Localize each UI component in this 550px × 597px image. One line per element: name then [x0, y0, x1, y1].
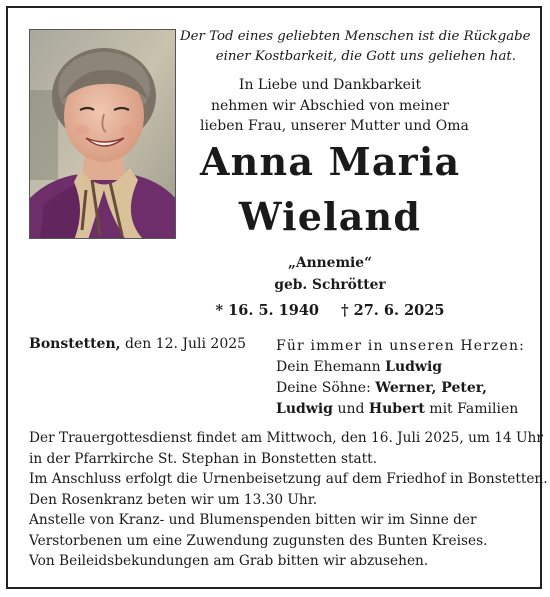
body-line: Anstelle von Kranz- und Blumenspenden bitten wir im Sinne der — [29, 512, 477, 528]
body-line: Im Anschluss erfolgt die Urnenbeisetzung auf dem Friedhof in Bonstetten. — [29, 471, 548, 487]
family-heading: Für immer in unseren Herzen: — [276, 338, 526, 354]
place-and-date — [29, 336, 246, 352]
memorial-quote — [180, 27, 531, 67]
body-line: in der Pfarrkirche St. Stephan in Bonstetten statt. — [29, 450, 378, 467]
husband-prefix: Dein Ehemann — [276, 359, 381, 375]
conjunction: und — [337, 401, 365, 417]
death-date: † 27. 6. 2025 — [341, 302, 445, 319]
family-sons-line-2 — [276, 399, 526, 420]
family-list — [276, 336, 526, 420]
sons-names: Werner, Peter, — [375, 380, 487, 396]
place-name: Bonstetten, — [29, 336, 121, 352]
family-husband-line — [276, 357, 526, 378]
service-details — [29, 428, 548, 572]
body-line: Der Trauergottesdienst findet am Mittwoch, den 16. Juli 2025, um 14 Uhr — [29, 430, 543, 446]
sons-prefix: Deine Söhne: — [276, 380, 371, 396]
quote-line: einer Kostbarkeit, die Gott uns geliehen hat. — [215, 49, 516, 64]
deceased-first-name: Anna Maria — [200, 139, 461, 184]
intro-line: nehmen wir Abschied von meiner — [210, 97, 450, 114]
family-sons-line — [276, 378, 526, 399]
body-line: Den Rosenkranz beten wir um 13.30 Uhr. — [29, 491, 318, 508]
intro-line: lieben Frau, unserer Mutter und Oma — [200, 118, 469, 134]
nickname: „Annemie“ — [287, 255, 373, 271]
portrait-photo — [29, 29, 176, 239]
quote-line: Der Tod eines geliebten Menschen ist die Rückgabe — [180, 29, 531, 44]
husband-name: Ludwig — [385, 359, 443, 375]
intro-line: In Liebe und Dankbarkeit — [238, 77, 422, 93]
body-line: Verstorbenen um eine Zuwendung zugunsten des Bunten Kreises. — [29, 532, 488, 549]
deceased-last-name: Wieland — [238, 194, 422, 239]
body-line: Von Beileidsbekundungen am Grab bitten wir abzusehen. — [29, 553, 429, 569]
notice-date: den 12. Juli 2025 — [124, 336, 247, 352]
farewell-intro — [200, 75, 469, 137]
birth-date: * 16. 5. 1940 — [215, 302, 319, 319]
family-suffix: mit Familien — [429, 401, 519, 417]
life-dates — [190, 300, 470, 322]
son-name: Ludwig — [276, 401, 333, 417]
maiden-name: geb. Schrötter — [274, 277, 386, 293]
son-name: Hubert — [368, 401, 425, 417]
